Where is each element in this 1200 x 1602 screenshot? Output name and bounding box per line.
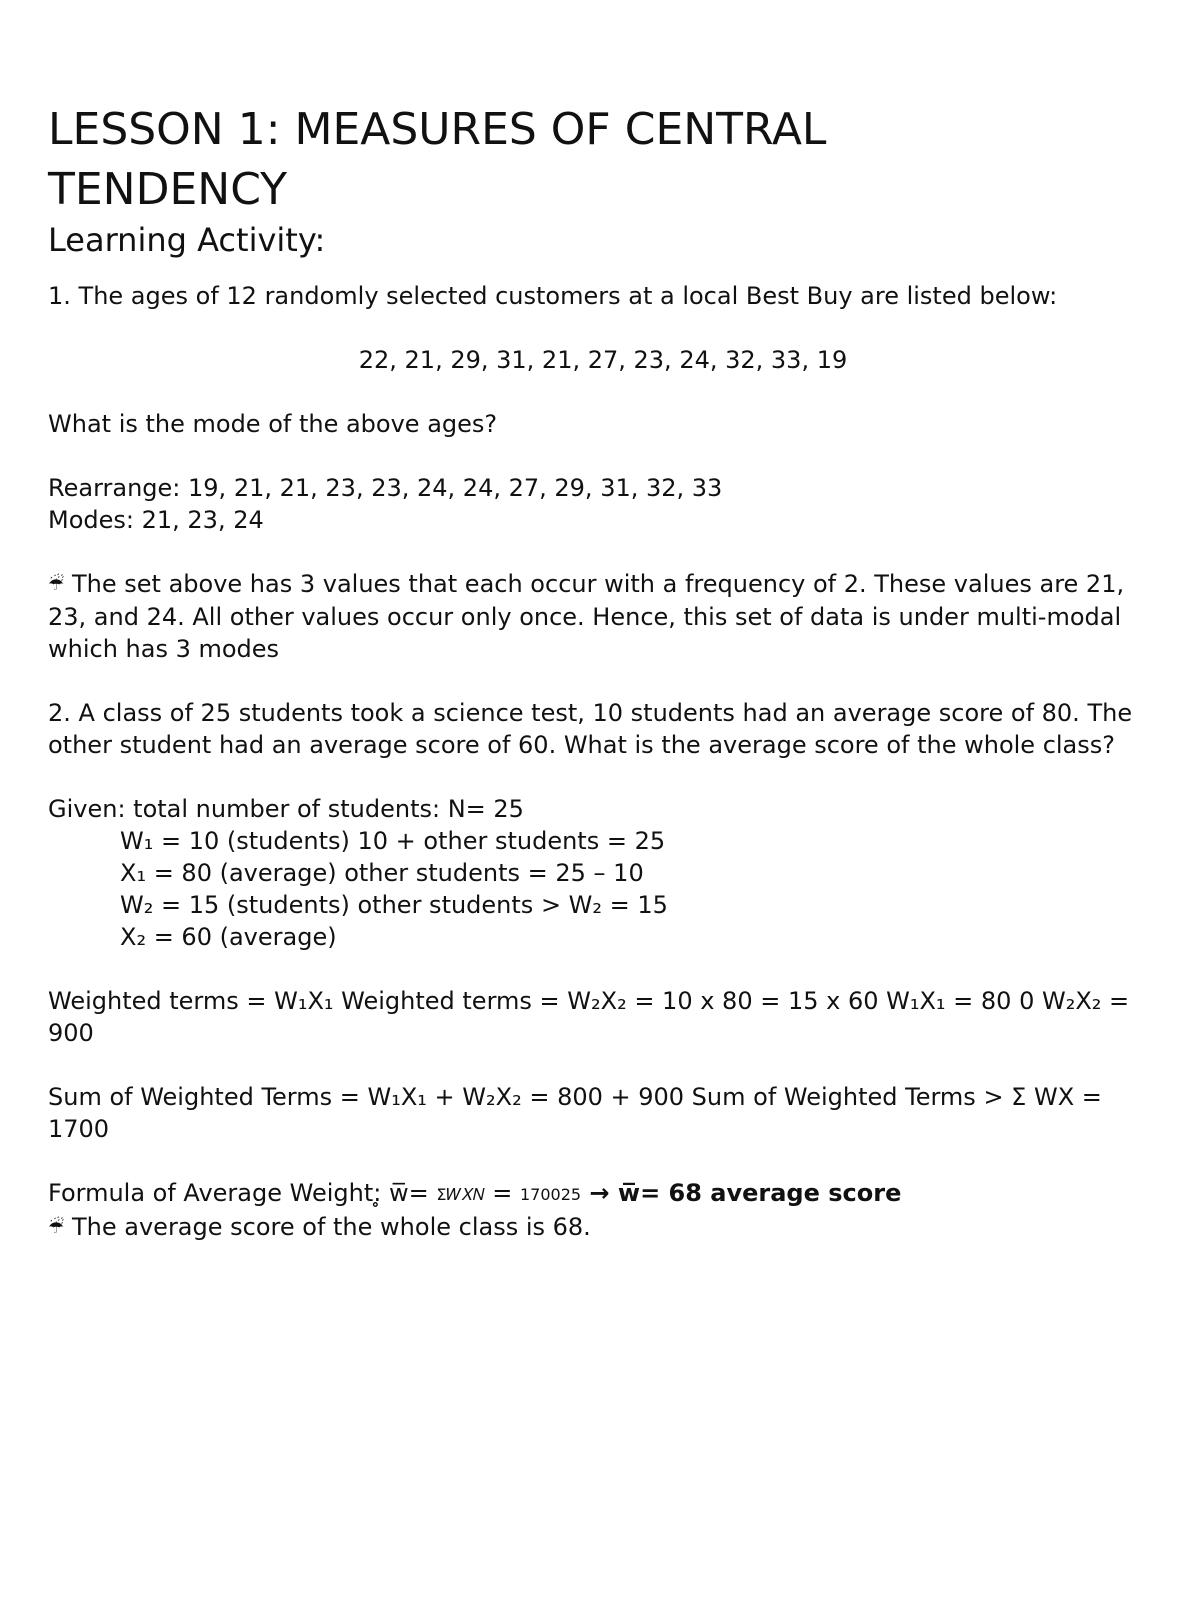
q1-conclusion-text: The set above has 3 values that each occur with a frequency of 2. These values are 21, 23, and 24. All other values occur only once. Hence, this set of data is under multi-modal which has 3 modes	[48, 570, 1132, 663]
umbrella-bullet-icon: ☔	[48, 1217, 65, 1238]
q2-x2: X₂ = 60 (average)	[120, 923, 337, 951]
learning-activity-heading: Learning Activity:	[48, 221, 326, 259]
document-page	[48, 100, 1158, 1244]
umbrella-bullet-icon: ☔	[48, 574, 65, 595]
lesson-title-line1: LESSON 1: MEASURES OF CENTRAL	[48, 104, 827, 155]
q1-question: What is the mode of the above ages?	[48, 410, 498, 438]
q1-modes: Modes: 21, 23, 24	[48, 506, 264, 534]
q2-final	[48, 1211, 1158, 1244]
q2-given: Given: total number of students: N= 25	[48, 795, 524, 823]
q1-data: 22, 21, 29, 31, 21, 27, 23, 24, 32, 33, 19	[358, 346, 848, 374]
lesson-title	[48, 100, 1158, 220]
formula-result: w̅= 68 average score	[617, 1179, 902, 1207]
q2-w2: W₂ = 15 (students) other students > W₂ = 15	[120, 891, 668, 919]
q2-weighted-terms: Weighted terms = W₁X₁ Weighted terms = W₂X₂ = 10 x 80 = 15 x 60 W₁X₁ = 80 0 W₂X₂ = 900	[48, 987, 1137, 1047]
q2-formula	[48, 1177, 1158, 1211]
formula-prefix: Formula of Average Weight:̥ w̅=	[48, 1179, 437, 1207]
q2-w1: W₁ = 10 (students) 10 + other students = 25	[120, 827, 666, 855]
q1-conclusion	[48, 568, 1158, 665]
formula-equals: =	[484, 1179, 520, 1207]
q1-rearrange: Rearrange: 19, 21, 21, 23, 23, 24, 24, 27, 29, 31, 32, 33	[48, 474, 723, 502]
q2-x1: X₁ = 80 (average) other students = 25 – 10	[120, 859, 644, 887]
formula-arrow: →	[581, 1179, 618, 1207]
formula-sigma: Σ𝑊𝑋𝑁	[436, 1185, 485, 1204]
q1-prompt: 1. The ages of 12 randomly selected customers at a local Best Buy are listed below:	[48, 282, 1058, 310]
formula-fraction: 170025	[519, 1185, 582, 1204]
q2-prompt: 2. A class of 25 students took a science test, 10 students had an average score of 80. The other student had an average score of 60. What is the average score of the whole class?	[48, 699, 1140, 759]
q2-final-text: The average score of the whole class is 68.	[72, 1213, 591, 1241]
q2-sum-weighted: Sum of Weighted Terms = W₁X₁ + W₂X₂ = 800 + 900 Sum of Weighted Terms > Σ WX = 1700	[48, 1083, 1110, 1143]
lesson-title-line2: TENDENCY	[48, 164, 288, 215]
